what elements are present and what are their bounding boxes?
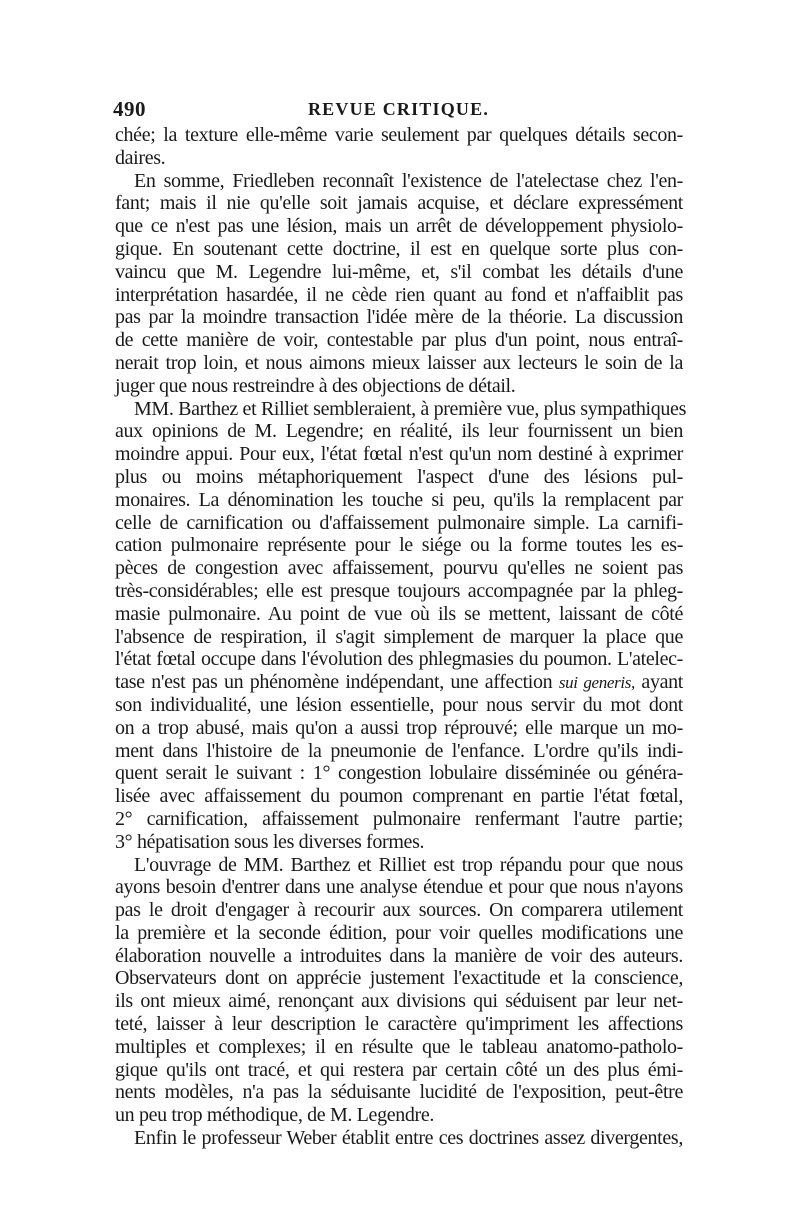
- text-line: chée; la texture elle-même varie seulement par quelques détails secon-: [115, 124, 683, 146]
- text-line: on a trop abusé, mais qu'on a aussi trop réprouvé; elle marque un mo-: [115, 716, 683, 739]
- text-line: gique qu'ils ont tracé, et qui restera par certain côté un des plus émi-: [115, 1058, 683, 1081]
- text-line: nents modèles, n'a pas la séduisante lucidité de l'exposition, peut-être: [115, 1081, 683, 1104]
- text-line: ils ont mieux aimé, renonçant aux divisions qui séduisent par leur net-: [115, 990, 683, 1013]
- text-line: teté, laisser à leur description le caractère qu'impriment les affections: [115, 1013, 683, 1036]
- text-line: daires.: [115, 146, 166, 169]
- text-line: lisée avec affaissement du poumon comprenant en partie l'état fœtal,: [115, 785, 683, 808]
- text-line: ayons besoin d'entrer dans une analyse étendue et pour que nous n'ayons: [115, 876, 683, 899]
- text-line: 3° hépatisation sous les diverses formes.: [115, 830, 425, 853]
- text-line: nerait trop loin, et nous aimons mieux laisser aux lecteurs le soin de la: [115, 351, 683, 374]
- text-line: que ce n'est pas une lésion, mais un arrêt de développement physiolo-: [115, 215, 683, 238]
- text-line-with-italic: [115, 671, 683, 694]
- text-line: aux opinions de M. Legendre; en réalité, ils leur fournissent un bien: [115, 420, 683, 443]
- journal-title: REVUE CRITIQUE.: [307, 99, 490, 119]
- text-line: Observateurs dont on apprécie justement l'exactitude et la conscience,: [115, 967, 683, 990]
- body-text: [115, 124, 687, 1150]
- paragraph: [115, 854, 683, 1128]
- text-line: interprétation hasardée, il ne cède rien quant au fond et n'affaiblit pas: [115, 283, 683, 306]
- text-line: plus ou moins métaphoriquement l'aspect d'une des lésions pul-: [115, 465, 683, 488]
- text-line: l'état fœtal occupe dans l'évolution des phlegmasies du poumon. L'atelec-: [115, 648, 683, 671]
- text-line: MM. Barthez et Rilliet sembleraient, à première vue, plus sympathiques: [134, 397, 687, 420]
- text-line-start: tase n'est pas un phénomène indépendant, une affection: [115, 671, 553, 694]
- text-line: très-considérables; elle est presque toujours accompagnée par la phleg-: [115, 579, 683, 602]
- text-line: quent serait le suivant : 1° congestion lobulaire disséminée ou généra-: [115, 762, 683, 785]
- text-line: moindre appui. Pour eux, l'état fœtal n'est qu'un nom destiné à exprimer: [115, 443, 683, 466]
- italic-phrase: sui generis,: [558, 673, 635, 693]
- text-line: Enfin le professeur Weber établit entre ces doctrines assez divergentes,: [134, 1127, 683, 1150]
- text-line: cation pulmonaire représente pour le siége ou la forme toutes les es-: [115, 534, 683, 557]
- text-line: pas le droit d'engager à recourir aux sources. On comparera utilement: [115, 899, 683, 922]
- text-line: ment dans l'histoire de la pneumonie de l'enfance. L'ordre qu'ils indi-: [115, 739, 683, 762]
- paragraph: [115, 170, 683, 398]
- text-line: En somme, Friedleben reconnaît l'existence de l'atelectase chez l'en-: [134, 169, 683, 192]
- text-line: fant; mais il nie qu'elle soit jamais acquise, et déclare expressément: [115, 192, 683, 215]
- text-line: multiples et complexes; il en résulte que le tableau anatomo-patholo-: [115, 1035, 683, 1058]
- text-line: pèces de congestion avec affaissement, pourvu qu'elles ne soient pas: [115, 557, 683, 580]
- text-line: gique. En soutenant cette doctrine, il est en quelque sorte plus con-: [115, 237, 683, 260]
- text-line: L'ouvrage de MM. Barthez et Rilliet est trop répandu pour que nous: [134, 853, 683, 876]
- text-line: la première et la seconde édition, pour voir quelles modifications une: [115, 921, 683, 944]
- text-line: l'absence de respiration, il s'agit simplement de marquer la place que: [115, 625, 683, 648]
- text-line: monaires. La dénomination les touche si peu, qu'ils la remplacent par: [115, 488, 683, 511]
- text-line: vaincu que M. Legendre lui-même, et, s'il combat les détails d'une: [115, 260, 683, 283]
- text-line: masie pulmonaire. Au point de vue où ils se mettent, laissant de côté: [115, 602, 683, 625]
- text-line: juger que nous restreindre à des objections de détail.: [115, 374, 516, 397]
- text-line-end: ayant: [634, 671, 683, 694]
- text-line: de cette manière de voir, contestable par plus d'un point, nous entraî-: [115, 329, 683, 352]
- text-line: son individualité, une lésion essentielle, pour nous servir du mot dont: [115, 693, 683, 716]
- text-line: pas par la moindre transaction l'idée mère de la théorie. La discussion: [115, 306, 683, 329]
- paragraph: [115, 1127, 683, 1150]
- text-line: 2° carnification, affaissement pulmonaire renfermant l'autre partie;: [115, 807, 683, 830]
- paragraph: [115, 397, 687, 854]
- text-line: élaboration nouvelle a introduites dans la manière de voir des auteurs.: [115, 944, 683, 967]
- text-line: un peu trop méthodique, de M. Legendre.: [115, 1104, 435, 1127]
- text-line: celle de carnification ou d'affaissement pulmonaire simple. La carnifi-: [115, 511, 683, 534]
- running-head: [113, 97, 684, 125]
- page-number: 490: [113, 97, 146, 121]
- paragraph: [115, 124, 683, 170]
